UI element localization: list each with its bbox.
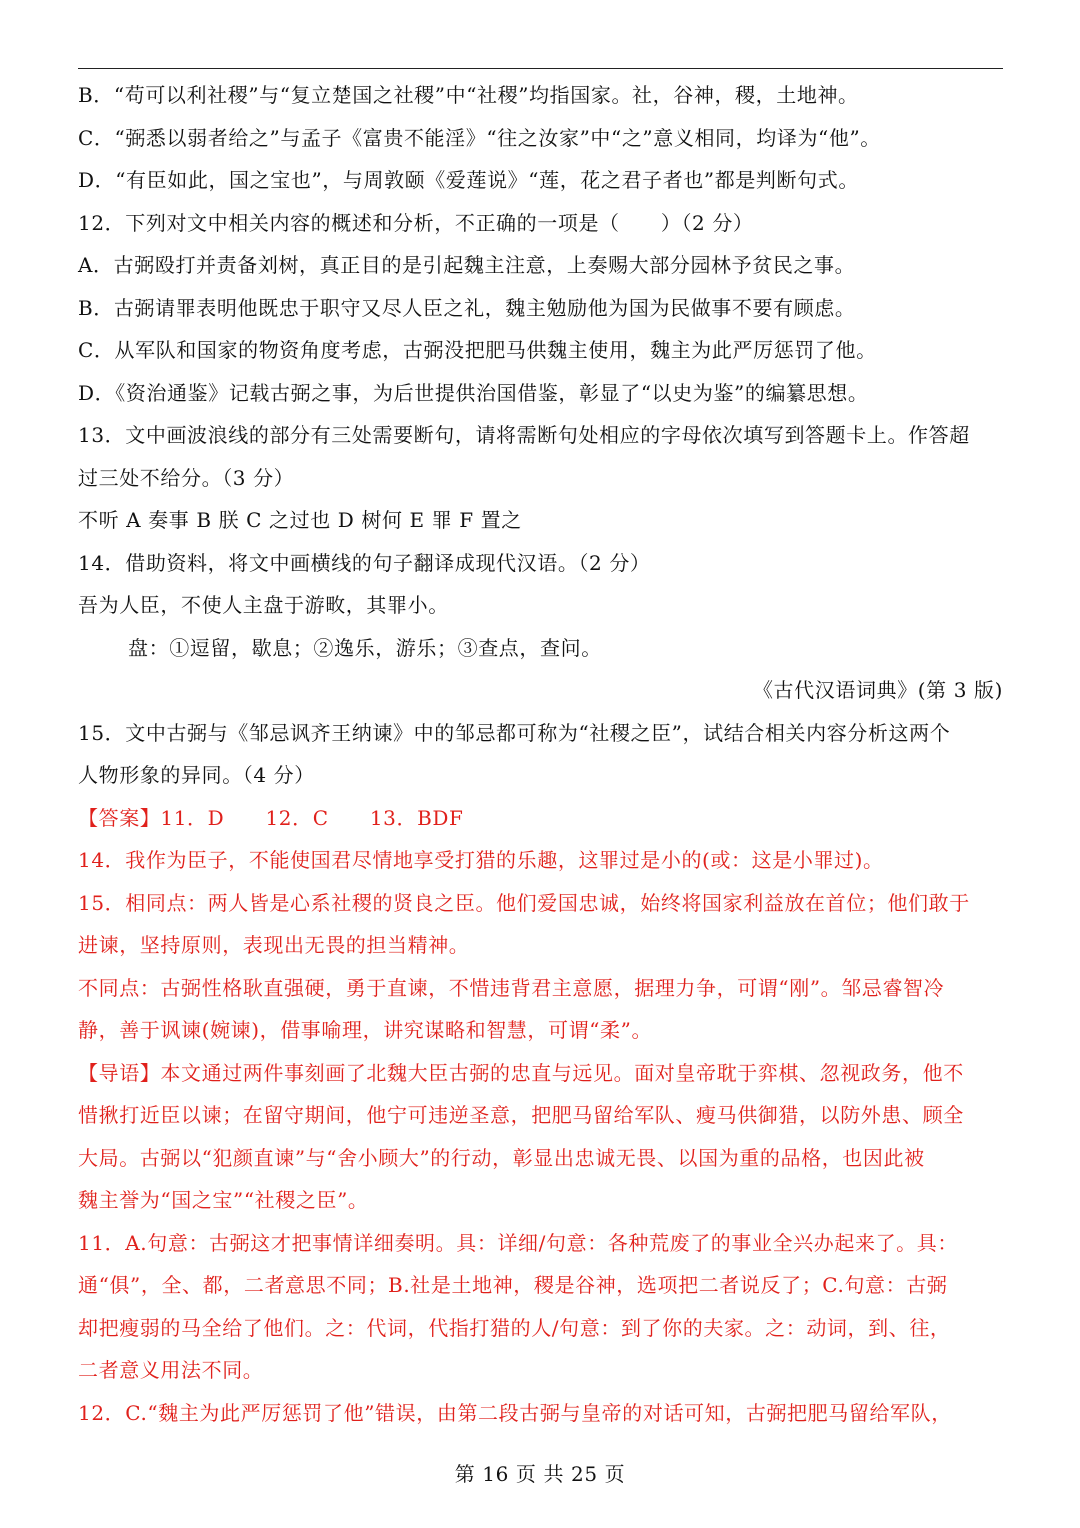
option-c-line: C．“弼悉以弱者给之”与孟子《富贵不能淫》“往之汝家”中“之”意义相同，均译为“他”。 [78,125,881,150]
page-content [78,74,1003,1434]
explain-11-cont: 通“俱”，全、都，二者意思不同；B.社是土地神，稷是谷神，选项把二者说反了；C.句意：古弼 [78,1273,948,1297]
option-d-line: D．“有臣如此，国之宝也”，与周敦颐《爱莲说》“莲，花之君子者也”都是判断句式。 [78,168,859,192]
answer-15-diff-cont: 静，善于讽谏(婉谏)，借事喻理，讲究谋略和智慧，可谓“柔”。 [78,1018,653,1042]
q12-option-c: C．从军队和国家的物资角度考虑，古弼没把肥马供魏主使用，魏主为此严厉惩罚了他。 [78,338,877,362]
answer-15: 15．相同点：两人皆是心系社稷的贤良之臣。他们爱国忠诚，始终将国家利益放在首位；他们敢于 [78,890,970,915]
q14-sentence: 吾为人臣，不使人主盘于游畋，其罪小。 [78,593,449,617]
explain-11-cont-3: 二者意义用法不同。 [78,1358,264,1382]
q13-sentence: 不听 A 奏事 B 朕 C 之过也 D 树何 E 罪 F 置之 [78,508,522,532]
answer-15-diff: 不同点：古弼性格耿直强硬，勇于直谏，不惜违背君主意愿，据理力争，可谓“刚”。邹忌睿智冷 [78,975,945,1000]
answer-key: 【答案】11．D 12．C 13．BDF [78,805,464,830]
q14-gloss: 盘：①逗留，歇息；②逸乐，游乐；③查点，查问。 [128,635,602,660]
question-13-cont: 过三处不给分。（3 分） [78,465,295,490]
question-15-cont: 人物形象的异同。（4 分） [78,763,315,787]
q14-source: 《古代汉语词典》(第 3 版) [752,678,1003,702]
explain-11: 11．A.句意：古弼这才把事情详细奏明。具：详细/句意：各种荒废了的事业全兴办起来了。具： [78,1230,958,1255]
option-b-line: B．“苟可以利社稷”与“复立楚国之社稷”中“社稷”均指国家。社，谷神，稷，土地神。 [78,83,859,107]
guide-paragraph-4: 魏主誉为“国之宝”“社稷之臣”。 [78,1188,369,1212]
guide-paragraph-2: 惜揪打近臣以谏；在留守期间，他宁可违逆圣意，把肥马留给军队、瘦马供御猎，以防外患、顾全 [78,1103,964,1127]
q12-option-b: B．古弼请罪表明他既忠于职守又尽人臣之礼，魏主勉励他为国为民做事不要有顾虑。 [78,295,856,320]
question-14: 14．借助资料，将文中画横线的句子翻译成现代汉语。（2 分） [78,550,651,575]
answer-15-cont: 进谏，坚持原则，表现出无畏的担当精神。 [78,933,470,957]
header-rule [78,68,1003,69]
q12-option-d: D．《资治通鉴》记载古弼之事，为后世提供治国借鉴，彰显了“以史为鉴”的编纂思想。 [78,380,869,405]
question-12: 12．下列对文中相关内容的概述和分析，不正确的一项是（ ）（2 分） [78,210,754,235]
question-15: 15．文中古弼与《邹忌讽齐王纳谏》中的邹忌都可称为“社稷之臣”，试结合相关内容分析这两个 [78,720,951,745]
page-footer: 第 16 页 共 25 页 [454,1462,626,1486]
q12-option-a: A．古弼殴打并责备刘树，真正目的是引起魏主注意，上奏赐大部分园林予贫民之事。 [78,253,856,277]
question-13: 13．文中画波浪线的部分有三处需要断句，请将需断句处相应的字母依次填写到答题卡上。作答超 [78,423,970,447]
guide-paragraph-3: 大局。古弼以“犯颜直谏”与“舍小顾大”的行动，彰显出忠诚无畏、以国为重的品格，也因此被 [78,1145,925,1170]
explain-12: 12．C.“魏主为此严厉惩罚了他”错误，由第二段古弼与皇帝的对话可知，古弼把肥马留给军队， [78,1400,952,1425]
answer-14: 14．我作为臣子，不能使国君尽情地享受打猎的乐趣，这罪过是小的(或：这是小罪过)。 [78,848,884,872]
explain-11-cont-2: 却把瘦弱的马全给了他们。之：代词，代指打猎的人/句意：到了你的夫家。之：动词，到、往， [78,1315,951,1340]
guide-paragraph: 【导语】本文通过两件事刻画了北魏大臣古弼的忠直与远见。面对皇帝耽于弈棋、忽视政务，他不 [78,1060,964,1085]
